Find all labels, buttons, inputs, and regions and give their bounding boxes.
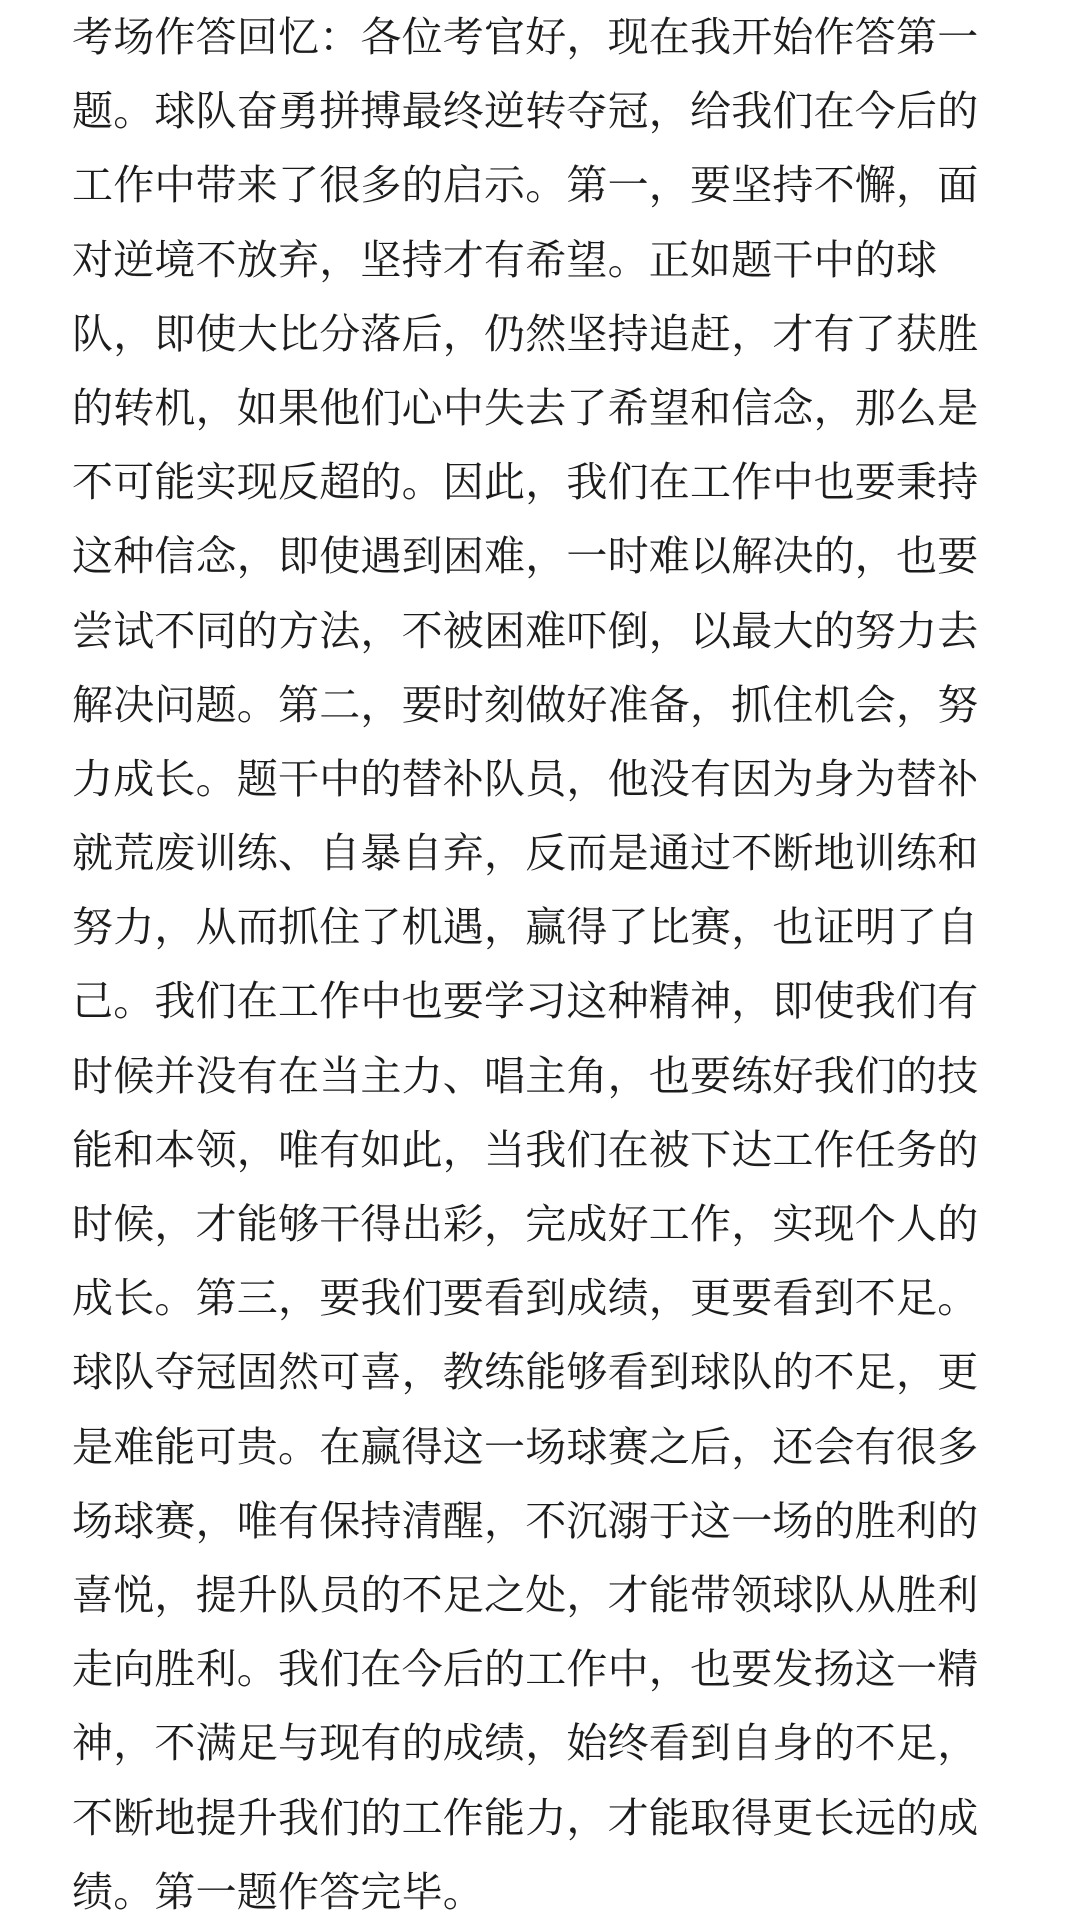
text-line: 不可能实现反超的。因此，我们在工作中也要秉持 xyxy=(72,458,979,507)
text-line: 考场作答回忆：各位考官好，现在我开始作答第一 xyxy=(72,13,979,61)
text-line: 的转机，如果他们心中失去了希望和信念，那么是 xyxy=(72,383,979,432)
text-line: 场球赛，唯有保持清醒，不沉溺于这一场的胜利的 xyxy=(72,1496,979,1545)
text-line: 走向胜利。我们在今后的工作中，也要发扬这一精 xyxy=(72,1645,979,1694)
answer-text-block xyxy=(72,0,1012,1929)
text-line: 题。球队奋勇拼搏最终逆转夺冠，给我们在今后的 xyxy=(72,87,979,136)
text-line: 绩。第一题作答完毕。 xyxy=(72,1867,484,1916)
text-line: 不断地提升我们的工作能力，才能取得更长远的成 xyxy=(72,1793,979,1842)
text-line: 能和本领，唯有如此，当我们在被下达工作任务的 xyxy=(72,1125,979,1174)
text-line: 神，不满足与现有的成绩，始终看到自身的不足， xyxy=(72,1719,979,1768)
text-line: 己。我们在工作中也要学习这种精神，即使我们有 xyxy=(72,977,979,1026)
text-line: 解决问题。第二，要时刻做好准备，抓住机会，努 xyxy=(72,680,979,729)
text-line: 这种信念，即使遇到困难，一时难以解决的，也要 xyxy=(72,532,979,581)
text-line: 就荒废训练、自暴自弃，反而是通过不断地训练和 xyxy=(72,829,979,878)
text-line: 工作中带来了很多的启示。第一，要坚持不懈，面 xyxy=(72,161,979,210)
text-line: 时候并没有在当主力、唱主角，也要练好我们的技 xyxy=(72,1051,979,1100)
text-line: 努力，从而抓住了机遇，赢得了比赛，也证明了自 xyxy=(72,903,979,952)
text-line: 力成长。题干中的替补队员，他没有因为身为替补 xyxy=(72,754,979,803)
text-line: 球队夺冠固然可喜，教练能够看到球队的不足，更 xyxy=(72,1348,979,1397)
text-line: 时候，才能够干得出彩，完成好工作，实现个人的 xyxy=(72,1200,979,1248)
text-line: 喜悦，提升队员的不足之处，才能带领球队从胜利 xyxy=(72,1570,979,1619)
text-line: 尝试不同的方法，不被困难吓倒，以最大的努力去 xyxy=(72,606,979,655)
text-line: 队，即使大比分落后，仍然坚持追赶，才有了获胜 xyxy=(72,309,979,358)
text-line: 是难能可贵。在赢得这一场球赛之后，还会有很多 xyxy=(72,1422,979,1471)
text-line: 对逆境不放弃，坚持才有希望。正如题干中的球 xyxy=(72,235,938,284)
text-line: 成长。第三，要我们要看到成绩，更要看到不足。 xyxy=(72,1274,979,1323)
